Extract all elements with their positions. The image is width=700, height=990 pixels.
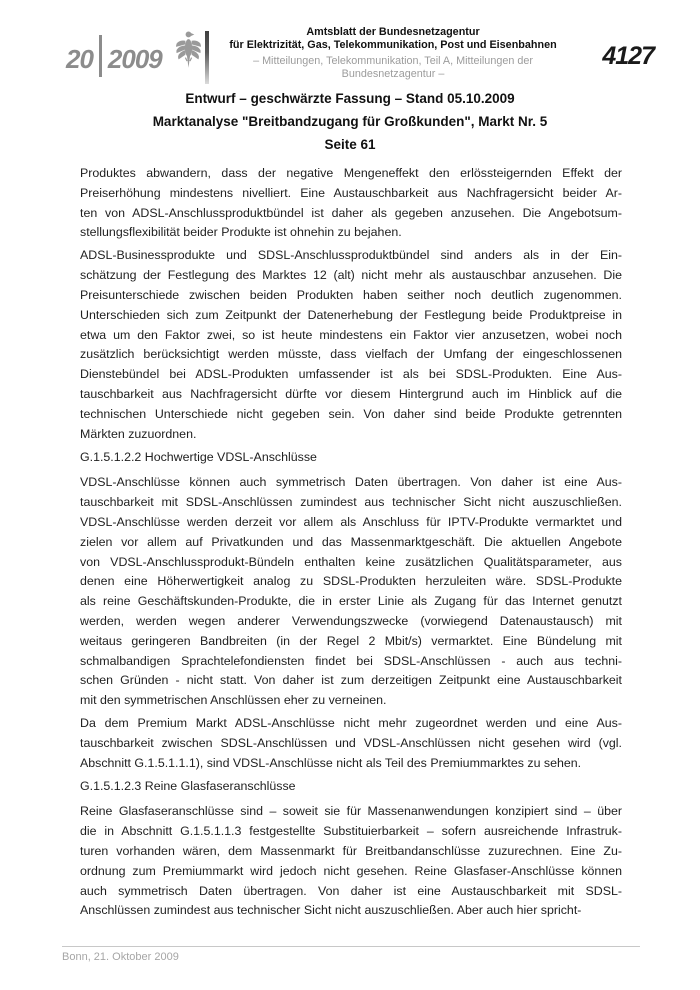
- paragraph: [80, 473, 622, 711]
- masthead-divider-bar: [205, 31, 209, 84]
- text-line: Dienstebündel bei ADSL-Produkten umfassender ist als bei SDSL-Produkten. Eine Aus-: [80, 367, 622, 382]
- issue-divider: [99, 35, 102, 77]
- text-line: schen Gründen - nicht statt. Von daher ist zum derzeitigen Zeitpunkt eine Austauschbarkeit: [80, 673, 622, 688]
- title-market-analysis-line: Marktanalyse "Breitbandzugang für Großkunden", Markt Nr. 5: [152, 114, 548, 129]
- text-line: ordnung zum Premiummarkt wird jedoch nicht gesehen. Reine Glasfaser-Anschlüsse können: [80, 863, 622, 878]
- text-line: denen eine Höherwertigkeit analog zu SDSL-Produkten herzuleiten wäre. SDSL-Produkte: [80, 574, 622, 589]
- text-line: mit den symmetrischen Anschlüssen eher zu verneinen.: [80, 693, 387, 708]
- text-line: werden, werden wegen anderer Verwendungszwecke (vorwiegend Datenaustausch) mit: [80, 613, 622, 628]
- document-title-block: [0, 87, 700, 156]
- issue-number-value: 20: [66, 44, 93, 74]
- issue-number: [66, 35, 162, 77]
- text-line: Märkten zuzuordnen.: [80, 426, 197, 441]
- federal-eagle-icon: [175, 28, 202, 70]
- text-line: VDSL-Anschlüsse werden derzeit vor allem als Anschluss für IPTV-Produkte vermarktet und: [80, 514, 622, 529]
- text-line: Abschnitt G.1.5.1.1.1), sind VDSL-Anschlüsse nicht als Teil des Premiummarktes zu sehen.: [80, 755, 582, 770]
- text-line: VDSL-Anschlüsse können auch symmetrisch Daten übertragen. Von daher ist eine Aus-: [80, 475, 622, 490]
- text-line: Unterschieden sich zum Zeitpunkt der Datenerhebung der Festlegung beide Produktpreise in: [80, 307, 622, 322]
- text-line: die in Abschnitt G.1.5.1.1.3 festgestellte Substituierbarkeit – sofern ausreichende Infrastruk-: [80, 824, 622, 839]
- paragraph: [80, 164, 622, 243]
- document-body: [80, 164, 622, 924]
- text-line: etwa um den Faktor zwei, so ist heute mindestens ein Faktor vier anzusetzen, wobei noch: [80, 327, 622, 342]
- page-number: 4127: [602, 42, 654, 70]
- paragraph: [80, 802, 622, 921]
- text-line: als reine Geschäftskunden-Produkte, die in erster Linie als Zugang für das Internet genutzt: [80, 594, 622, 609]
- title-draft-line: Entwurf – geschwärzte Fassung – Stand 05.10.2009: [185, 91, 515, 106]
- text-line: Da dem Premium Markt ADSL-Anschlüsse nicht mehr zugeordnet werden und eine Aus-: [80, 716, 622, 731]
- footer-rule: [62, 946, 640, 947]
- text-line: schätzung der Festlegung des Marktes 12 (alt) nicht mehr als austauschbar anzusehen. Die: [80, 268, 622, 283]
- text-line: von VDSL-Anschlussprodukt-Bündeln enthalten keine zusätzlichen Qualitätsparameter, aus: [80, 554, 622, 569]
- text-line: Anschlüssen zumindest aus technischer Sicht nicht auszuschließen. Aber auch hier spricht-: [80, 903, 582, 918]
- text-line: Preisunterschiede zwischen beiden Produkten haben seither noch deutlich zugenommen.: [80, 287, 622, 302]
- text-line: Preiserhöhung mindestens nivelliert. Eine Austauschbarkeit aus Nachfragersicht beider Ar-: [80, 185, 622, 200]
- paragraph: [80, 246, 622, 444]
- text-line: schmalbandigen Sprachtelefondiensten findet bei SDSL-Anschlüssen - auch aus techni-: [80, 653, 622, 668]
- text-line: tauschbarkeit zwischen SDSL-Anschlüssen und VDSL-Anschlüssen nicht gesehen wird (vgl.: [80, 735, 622, 750]
- footer-dateline: Bonn, 21. Oktober 2009: [62, 951, 179, 963]
- text-line: ten von ADSL-Anschlussproduktbündel ist daher als gegeben anzusehen. Die Angebotsum-: [80, 205, 622, 220]
- text-line: auch symmetrisch Daten übertragen. Von daher ist eine Austauschbarkeit mit SDSL-: [80, 883, 622, 898]
- text-line: tauschbarkeit aus Nachfragersicht dürfte vor diesem Hintergrund auch im Hinblick auf die: [80, 386, 622, 401]
- section-heading: G.1.5.1.2.2 Hochwertige VDSL-Anschlüsse: [80, 449, 317, 464]
- masthead: [218, 26, 568, 81]
- text-line: ADSL-Businessprodukte und SDSL-Anschlussproduktbündel sind anders als in der Ein-: [80, 248, 622, 263]
- text-line: zusätzlich berücksichtigt werden müsste, dass vielfach der Umfang der eingeschlossenen: [80, 347, 622, 362]
- masthead-title-line1: Amtsblatt der Bundesnetzagentur: [306, 26, 480, 38]
- text-line: Reine Glasfaseranschlüsse sind – soweit sie für Massenanwendungen konzipiert sind – über: [80, 804, 622, 819]
- text-line: weitaus geringeren Bandbreiten (in der Regel 2 Mbit/s) vermarktet. Eine Bündelung mit: [80, 633, 622, 648]
- paragraph: [80, 714, 622, 773]
- text-line: technischen Unterschiede nicht gegeben sein. Von daher sind beide Produkte getrennten: [80, 406, 622, 421]
- text-line: Produktes abwandern, dass der negative Mengeneffekt den erlössteigernden Effekt der: [80, 166, 622, 180]
- title-page-line: Seite 61: [324, 137, 376, 152]
- masthead-subtitle: – Mitteilungen, Telekommunikation, Teil A, Mitteilungen der Bundesnetzagentur –: [253, 55, 533, 80]
- issue-year-value: 2009: [107, 44, 162, 74]
- section-heading: G.1.5.1.2.3 Reine Glasfaseranschlüsse: [80, 778, 296, 793]
- text-line: stellungsflexibilität beider Produkte ist ohnehin zu bejahen.: [80, 225, 402, 240]
- text-line: tauschbarkeit mit SDSL-Anschlüssen zumindest aus technischer Sicht nicht auszuschließen.: [80, 495, 622, 510]
- text-line: zielen vor allem auf Privatkunden und das Massenmarktgeschäft. Die aktuellen Angebote: [80, 534, 622, 549]
- text-line: turen vorhanden wären, dem Massenmarkt für Breitbandanschlüsse zuzurechnen. Eine Zu-: [80, 844, 622, 859]
- masthead-title-line2: für Elektrizität, Gas, Telekommunikation, Post und Eisenbahnen: [229, 39, 557, 51]
